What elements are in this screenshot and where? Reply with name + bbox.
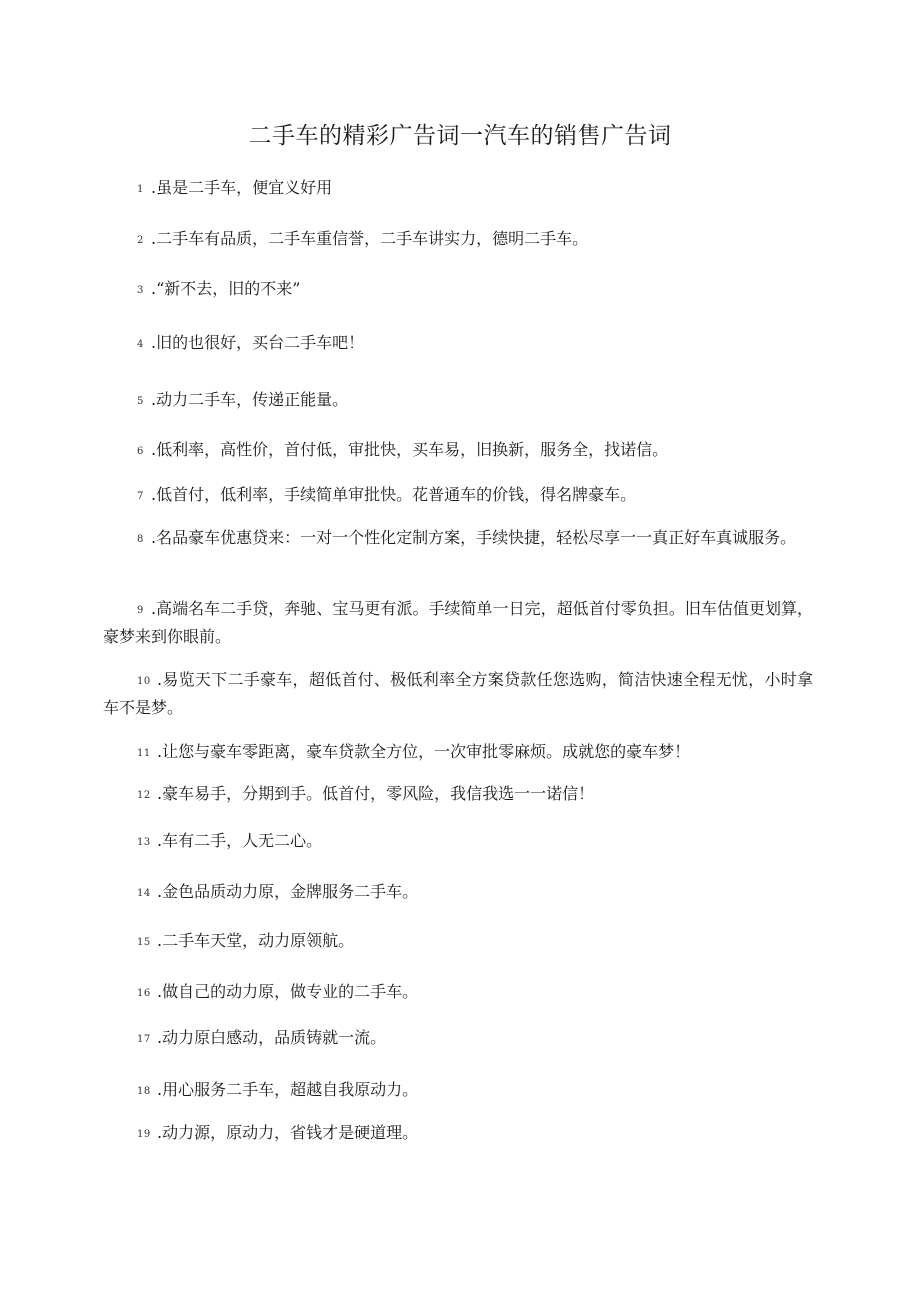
list-item [103, 226, 813, 254]
item-number: 1 [137, 184, 144, 195]
list-item [103, 175, 813, 203]
item-number: 12 [137, 790, 151, 801]
list-item [103, 739, 813, 767]
list-item [103, 879, 813, 907]
item-text: .旧的也很好，买台二手车吧！ [151, 333, 365, 352]
item-number: 5 [137, 396, 144, 407]
item-text: .车有二手，人无二心。 [157, 831, 323, 850]
item-text: .高端名车二手贷，奔驰、宝马更有派。手续简单一日完，超低首付零负担。旧车估值更划算，豪梦来到你眼前。 [103, 599, 813, 646]
item-number: 4 [137, 339, 144, 350]
item-text: .易览天下二手豪车，超低首付、极低利率全方案贷款任您选购，简洁快速全程无忧，小时拿车不是梦。 [103, 670, 813, 717]
item-number: 17 [137, 1034, 151, 1045]
item-text: .低利率，高性价，首付低，审批快，买车易，旧换新，服务全，找诺信。 [151, 440, 669, 459]
item-text: .名品豪车优惠贷来：一对一个性化定制方案，手续快捷，轻松尽享一一真正好车真诚服务。 [151, 528, 797, 547]
item-text: .金色品质动力原，金牌服务二手车。 [157, 882, 419, 901]
list-item [103, 781, 813, 809]
item-number: 11 [137, 748, 151, 759]
item-text: .让您与豪车零距离，豪车贷款全方位，一次审批零麻烦。成就您的豪车梦！ [157, 742, 691, 761]
list-item [103, 276, 813, 304]
item-text: .豪车易手，分期到手。低首付，零风险，我信我选一一诺信！ [157, 784, 595, 803]
list-item [103, 1025, 813, 1053]
list-item [103, 437, 813, 465]
item-number: 10 [137, 676, 151, 687]
item-number: 16 [137, 988, 151, 999]
list-item [103, 667, 813, 721]
list-item [103, 482, 813, 510]
item-number: 19 [137, 1129, 151, 1140]
item-number: 8 [137, 534, 144, 545]
list-item [103, 979, 813, 1007]
list-item [103, 596, 813, 650]
item-number: 13 [137, 837, 151, 848]
list-item [103, 928, 813, 956]
item-number: 2 [137, 235, 144, 246]
item-text: .动力源，原动力，省钱才是硬道理。 [157, 1123, 419, 1142]
item-text: .“新不去，旧的不来” [151, 279, 301, 298]
item-number: 18 [137, 1086, 151, 1097]
item-number: 3 [137, 285, 144, 296]
document-title: 二手车的精彩广告词一汽车的销售广告词 [248, 123, 672, 149]
item-number: 14 [137, 888, 151, 899]
item-text: .动力原白感动，品质铸就一流。 [157, 1028, 387, 1047]
item-text: .用心服务二手车，超越自我原动力。 [157, 1080, 419, 1099]
item-text: .虽是二手车，便宜义好用 [151, 178, 333, 197]
item-text: .低首付，低利率，手续简单审批快。花普通车的价钱，得名牌豪车。 [151, 485, 637, 504]
item-number: 6 [137, 446, 144, 457]
item-text: .二手车天堂，动力原领航。 [157, 931, 355, 950]
item-number: 9 [137, 605, 144, 616]
list-item [103, 1077, 813, 1105]
list-item [103, 828, 813, 856]
item-number: 7 [137, 491, 144, 502]
list-item [103, 330, 813, 358]
item-text: .动力二手车，传递正能量。 [151, 390, 349, 409]
item-text: .二手车有品质，二手车重信誉，二手车讲实力，德明二手车。 [151, 229, 589, 248]
list-item [103, 387, 813, 415]
item-text: .做自己的动力原，做专业的二手车。 [157, 982, 419, 1001]
list-item [103, 525, 813, 553]
list-item [103, 1120, 813, 1148]
item-number: 15 [137, 937, 151, 948]
